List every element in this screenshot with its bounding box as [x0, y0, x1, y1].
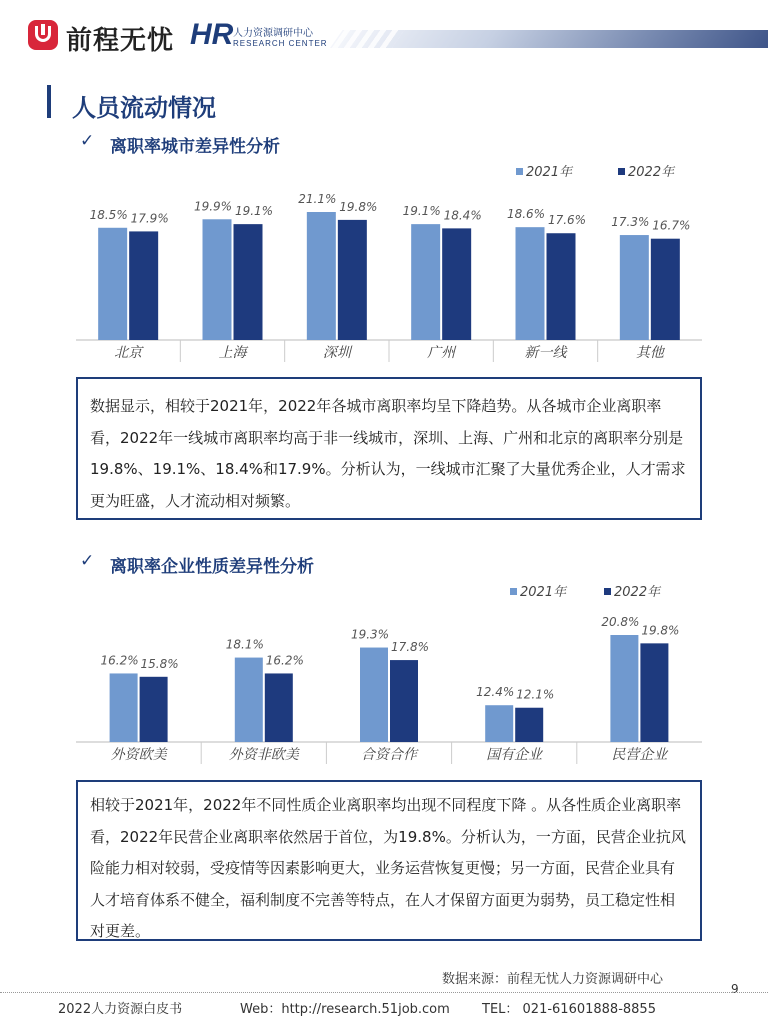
data-label: 15.8%	[140, 656, 179, 671]
bar-2022	[515, 708, 543, 742]
data-label: 20.8%	[601, 615, 640, 629]
data-label: 19.3%	[350, 627, 390, 642]
data-source: 数据来源：前程无忧人力资源调研中心	[442, 972, 664, 987]
city-analysis-text: 数据显示，相较于2021年，2022年各城市离职率均呈下降趋势。从各城市企业离职率看，2022年一线城市离职率均高于非一线城市，深圳、上海、广州和北京的离职率分别是19.8%、19.1%、18.4%和17.9%。分析认为，一线城市汇聚了大量优秀企业，人才需求更为旺盛，人才流动相对频繁。	[90, 397, 686, 510]
page-number: 9	[731, 982, 739, 996]
research-center-cn: 人力资源调研中心	[233, 28, 313, 39]
bar-2021	[411, 224, 440, 340]
category-label: 国有企业	[486, 747, 543, 763]
category-label: 外资欧美	[110, 747, 167, 763]
brand-logo-icon	[28, 20, 58, 50]
bar-2022	[442, 228, 471, 340]
bar-2021	[360, 648, 388, 742]
legend-label: 2021年	[526, 165, 573, 180]
city-turnover-chart	[0, 150, 768, 375]
bar-2021	[203, 219, 232, 340]
data-label: 19.1%	[402, 204, 441, 219]
enterprise-turnover-chart	[0, 570, 768, 780]
footer-divider	[0, 992, 768, 993]
bar-2021	[516, 227, 545, 340]
category-label: 民营企业	[611, 747, 668, 763]
category-label: 外资非欧美	[228, 747, 299, 763]
legend-swatch	[604, 588, 611, 595]
bar-2022	[129, 231, 158, 340]
brand-name: 前程无忧	[66, 26, 175, 56]
city-analysis-textbox	[76, 377, 702, 520]
category-label: 新一线	[524, 345, 567, 361]
data-label: 21.1%	[298, 192, 337, 206]
data-label: 17.3%	[611, 215, 650, 230]
category-label: 深圳	[322, 345, 351, 361]
footer-doc-title: 2022人力资源白皮书	[58, 1002, 183, 1017]
legend-swatch	[618, 168, 625, 175]
data-label: 19.8%	[641, 623, 680, 638]
data-label: 17.9%	[130, 211, 169, 226]
bar-2021	[110, 673, 138, 742]
bar-2021	[485, 705, 513, 742]
data-label: 12.4%	[476, 685, 515, 700]
data-label: 18.1%	[225, 637, 264, 652]
bar-2022	[265, 673, 293, 742]
data-label: 19.1%	[234, 204, 274, 219]
data-label: 18.6%	[506, 207, 546, 222]
header-decoration-stripes	[332, 30, 405, 48]
check-icon: ✓	[80, 551, 95, 571]
section-title-bar	[47, 85, 51, 118]
data-label: 17.6%	[547, 213, 587, 228]
bar-2021	[235, 658, 263, 742]
legend-swatch	[516, 168, 523, 175]
data-label: 12.1%	[516, 687, 555, 702]
category-label: 上海	[218, 345, 247, 361]
legend-label: 2022年	[628, 165, 675, 180]
bar-2022	[234, 224, 263, 340]
data-label: 18.5%	[89, 207, 128, 222]
data-label: 18.4%	[443, 208, 482, 223]
legend-swatch	[510, 588, 517, 595]
data-label: 16.2%	[100, 653, 139, 668]
bar-2022	[651, 239, 680, 340]
bar-2022	[547, 233, 576, 340]
check-icon: ✓	[80, 131, 95, 151]
enterprise-analysis-textbox	[76, 780, 702, 941]
research-center-en: RESEARCH CENTER	[233, 39, 328, 48]
bar-2021	[620, 235, 649, 340]
bar-2022	[640, 643, 668, 742]
data-label: 16.7%	[652, 218, 691, 233]
chart1-subtitle: 离职率城市差异性分析	[110, 137, 280, 157]
category-label: 其他	[635, 345, 664, 361]
category-label: 合资合作	[361, 747, 417, 763]
footer-web-link[interactable]: Web：http://research.51job.com	[240, 1002, 450, 1017]
data-label: 19.9%	[193, 199, 233, 214]
chart2-subtitle: 离职率企业性质差异性分析	[110, 557, 314, 577]
data-label: 19.8%	[339, 199, 378, 214]
category-label: 广州	[427, 345, 456, 361]
section-title: 人员流动情况	[72, 94, 216, 122]
bar-2021	[98, 228, 127, 340]
bar-2021	[610, 635, 638, 742]
footer-telephone: TEL： 021-61601888-8855	[482, 1002, 656, 1017]
data-label: 16.2%	[265, 653, 304, 668]
bar-2021	[307, 212, 336, 340]
bar-2022	[390, 660, 418, 742]
hr-logo-mark: HR	[190, 18, 234, 51]
category-label: 北京	[114, 345, 143, 361]
legend-label: 2021年	[520, 585, 567, 600]
legend-label: 2022年	[614, 585, 661, 600]
enterprise-analysis-text: 相较于2021年，2022年不同性质企业离职率均出现不同程度下降 。从各性质企业离职率看，2022年民营企业离职率依然居于首位，为19.8%。分析认为，一方面，民营企业抗风险能力相对较弱，受疫情等因素影响更大，业务运营恢复更慢；另一方面，民营企业具有人才培育体系不健全，福利制度不完善等特点，在人才保留方面更为弱势，员工稳定性相对更差。	[90, 796, 686, 940]
bar-2022	[338, 220, 367, 340]
data-label: 17.8%	[390, 640, 430, 655]
bar-2022	[140, 677, 168, 742]
